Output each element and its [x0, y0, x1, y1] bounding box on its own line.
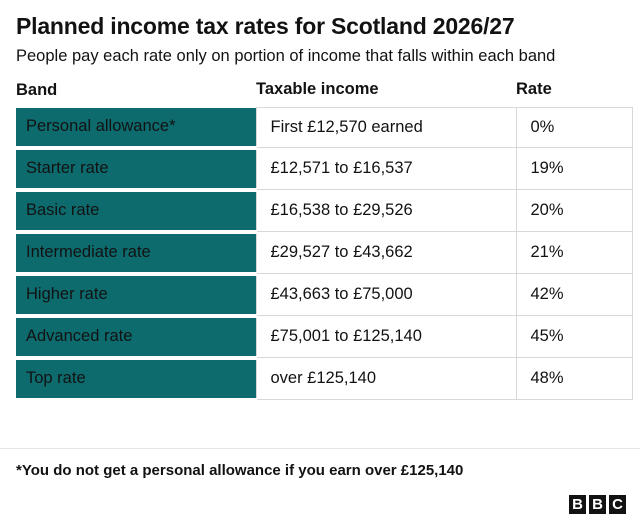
column-header-band: Band: [16, 80, 58, 99]
bbc-logo-letter-2: B: [589, 495, 606, 514]
rate-value: 48%: [516, 358, 632, 400]
tax-rates-table: [16, 80, 633, 402]
rate-value: 0%: [516, 108, 632, 148]
band-label: Personal allowance*: [16, 108, 256, 148]
taxable-income-value: £16,538 to £29,526: [256, 190, 516, 232]
table-row: [16, 274, 632, 316]
taxable-income-value: £75,001 to £125,140: [256, 316, 516, 358]
column-header-rate: Rate: [516, 80, 552, 99]
table-row: [16, 108, 632, 148]
bbc-logo-letter-1: B: [569, 495, 586, 514]
band-label: Starter rate: [16, 148, 256, 190]
taxable-income-value: over £125,140: [256, 358, 516, 400]
band-label: Intermediate rate: [16, 232, 256, 274]
divider: [0, 448, 640, 449]
taxable-income-value: £29,527 to £43,662: [256, 232, 516, 274]
column-header-taxable-income: Taxable income: [256, 80, 379, 99]
table-header-row: [16, 80, 632, 108]
bbc-logo-letter-3: C: [609, 495, 626, 514]
table-row: [16, 316, 632, 358]
table-row: [16, 358, 632, 400]
taxable-income-value: First £12,570 earned: [256, 108, 516, 148]
table-row: [16, 190, 632, 232]
taxable-income-value: £43,663 to £75,000: [256, 274, 516, 316]
bbc-logo: [569, 495, 626, 514]
rate-value: 42%: [516, 274, 632, 316]
table-row: [16, 148, 632, 190]
band-label: Top rate: [16, 358, 256, 400]
taxable-income-value: £12,571 to £16,537: [256, 148, 516, 190]
band-label: Higher rate: [16, 274, 256, 316]
chart-subtitle: People pay each rate only on portion of income that falls within each band: [16, 46, 556, 65]
table-row: [16, 232, 632, 274]
chart-annotation: *You do not get a personal allowance if you earn over £125,140: [16, 462, 464, 479]
rate-value: 20%: [516, 190, 632, 232]
rate-value: 21%: [516, 232, 632, 274]
band-label: Basic rate: [16, 190, 256, 232]
rate-value: 45%: [516, 316, 632, 358]
rate-value: 19%: [516, 148, 632, 190]
band-label: Advanced rate: [16, 316, 256, 358]
page-title: Planned income tax rates for Scotland 2026/27: [16, 13, 515, 39]
